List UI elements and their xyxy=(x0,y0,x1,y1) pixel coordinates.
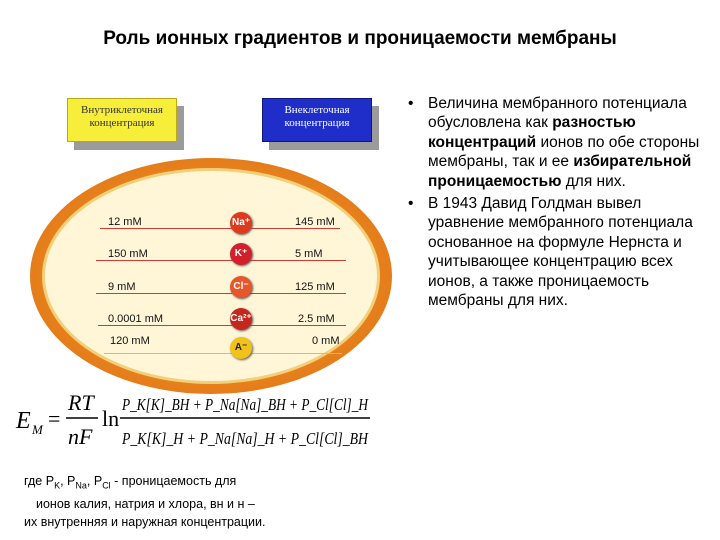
legend-line: их внутренняя и наружная концентрации. xyxy=(24,514,266,529)
anion-icon: A⁻ xyxy=(230,337,252,359)
outside-concentration: 145 mM xyxy=(295,216,335,228)
sodium-ion-icon: Na⁺ xyxy=(230,212,252,234)
formula-equals: = xyxy=(48,406,61,431)
formula-numerator: P_K[K]_BH + P_Na[Na]_BH + P_Cl[Cl]_H xyxy=(121,395,370,414)
outside-concentration: 5 mM xyxy=(295,248,323,260)
row-line xyxy=(104,353,342,354)
inside-concentration: 150 mM xyxy=(108,248,148,260)
calcium-ion-icon: Ca²⁺ xyxy=(230,308,252,330)
bullet-text: для них. xyxy=(561,172,626,190)
bullet-emphasis: избирательной проницаемостью xyxy=(428,153,692,190)
legend-text: , P xyxy=(86,474,103,488)
bullet-text: В 1943 Давид Голдман вывел уравнение мембранного потенциала основанное на формуле Нернста и учитывающее концентрацию всех ионов, а также проницаемость мембраны для них. xyxy=(428,195,693,310)
chloride-ion-icon: Cl⁻ xyxy=(230,276,252,298)
legend-sub: K xyxy=(54,480,61,491)
inside-concentration: 0.0001 mM xyxy=(108,313,164,325)
cell-interior xyxy=(42,168,380,384)
legend-text: где P xyxy=(24,474,55,488)
legend-line: ионов калия, натрия и хлора, вн и н – xyxy=(36,496,255,511)
slide-title: Роль ионных градиентов и проницаемости мембраны xyxy=(103,28,617,49)
row-line xyxy=(98,325,346,326)
legend-sub: Cl xyxy=(102,480,111,491)
legend-text: , P xyxy=(60,474,76,488)
bullet-text: ионов по обе стороны мембраны, так и ее xyxy=(428,133,700,171)
goldman-equation xyxy=(14,382,374,462)
row-line xyxy=(96,293,346,294)
row-line xyxy=(100,228,340,229)
extracellular-label: Внеклеточная концентрация xyxy=(262,98,372,142)
inside-concentration: 9 mM xyxy=(108,281,136,293)
bullet-emphasis: разностью концентраций xyxy=(428,114,636,151)
outside-concentration: 125 mM xyxy=(295,281,335,293)
formula-nf: nF xyxy=(68,424,93,449)
bullet-item xyxy=(396,94,714,191)
inside-concentration: 12 mM xyxy=(108,216,142,228)
bullet-list xyxy=(396,94,714,310)
bullet-item xyxy=(396,194,714,310)
intracellular-label: Внутриклеточная концентрация xyxy=(67,98,177,142)
formula-lhs-sub: M xyxy=(32,422,43,437)
legend-line xyxy=(24,472,364,495)
formula-rt: RT xyxy=(68,390,94,415)
bullet-text: Величина мембранного потенциала обусловлена как xyxy=(428,95,687,132)
row-line xyxy=(96,260,346,261)
formula-lhs: E xyxy=(16,408,31,434)
bullet-dot: • xyxy=(408,195,414,213)
outside-concentration: 2.5 mM xyxy=(298,313,335,325)
outside-concentration: 0 mM xyxy=(312,335,340,347)
legend-text: - проницаемость для xyxy=(110,474,237,488)
formula-ln: ln xyxy=(102,406,120,431)
formula-legend xyxy=(24,472,364,531)
inside-concentration: 120 mM xyxy=(110,335,150,347)
bullet-dot: • xyxy=(408,95,414,112)
potassium-ion-icon: K⁺ xyxy=(230,243,252,265)
formula-denominator: P_K[K]_H + P_Na[Na]_H + P_Cl[Cl]_BH xyxy=(121,429,370,448)
legend-sub: Na xyxy=(75,480,87,491)
